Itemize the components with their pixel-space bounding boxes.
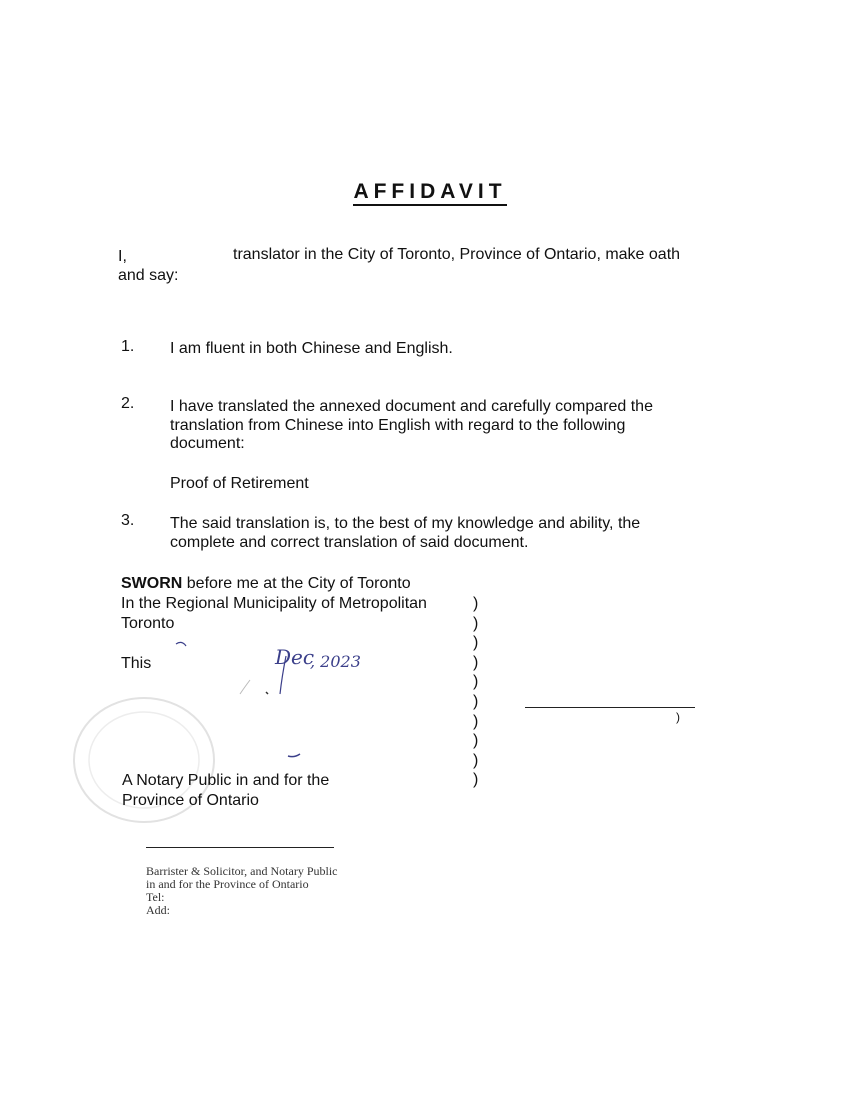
notary-stamp: [146, 865, 337, 917]
intro-line-2: and say:: [118, 267, 179, 284]
notary-seal-icon: [64, 688, 234, 838]
paren: ): [473, 653, 479, 671]
document-name: Proof of Retirement: [170, 475, 309, 492]
item-1-text: I am fluent in both Chinese and English.: [170, 340, 453, 357]
stamp-line-2: in and for the Province of Ontario: [146, 877, 309, 891]
intro-pronoun: I,: [118, 248, 127, 265]
parenthesis-column: [473, 594, 478, 790]
item-3-line-1: The said translation is, to the best of my knowledge and ability, the: [170, 515, 641, 532]
item-2-line-2: translation from Chinese into English with regard to the following: [170, 417, 626, 434]
paren: ): [473, 732, 479, 750]
item-1-number: 1.: [121, 338, 135, 355]
this-label: This: [121, 655, 152, 672]
notary-line-2: Province of Ontario: [122, 792, 259, 809]
sworn-line-3: Toronto: [121, 615, 175, 632]
paren: ): [473, 634, 479, 652]
paren: ): [473, 595, 479, 612]
sworn-line-2: In the Regional Municipality of Metropolitan: [121, 595, 427, 612]
paren: ): [473, 771, 479, 789]
deponent-signature-line: [525, 707, 695, 708]
stamp-add: Add:: [146, 903, 170, 917]
item-2-line-1: I have translated the annexed document and carefully compared the: [170, 398, 653, 415]
date-year: , 2023: [310, 652, 361, 671]
sworn-rest: before me at the City of Toronto: [182, 575, 411, 592]
handwritten-month: Dec: [275, 645, 315, 669]
notary-line-1: A Notary Public in and for the: [122, 772, 330, 789]
paren: ): [473, 751, 479, 769]
paren: ): [473, 712, 479, 730]
paren: ): [473, 673, 479, 691]
ink-mark: [286, 750, 306, 760]
stamp-tel: Tel:: [146, 890, 165, 904]
notary-signature-line: [146, 847, 334, 848]
item-3-number: 3.: [121, 512, 135, 529]
sworn-bold: SWORN: [121, 575, 183, 592]
intro-line-1: translator in the City of Toronto, Province of Ontario, make oath: [233, 246, 681, 263]
paren: ): [473, 692, 479, 710]
document-title: AFFIDAVIT: [0, 180, 860, 204]
item-2-line-3: document:: [170, 435, 245, 452]
item-2-number: 2.: [121, 395, 135, 412]
sworn-line-1: [121, 574, 411, 593]
signature-mark: ): [676, 710, 680, 724]
item-3-line-2: complete and correct translation of said document.: [170, 534, 529, 551]
paren: ): [473, 614, 479, 632]
stamp-line-1: Barrister & Solicitor, and Notary Public: [146, 864, 338, 878]
